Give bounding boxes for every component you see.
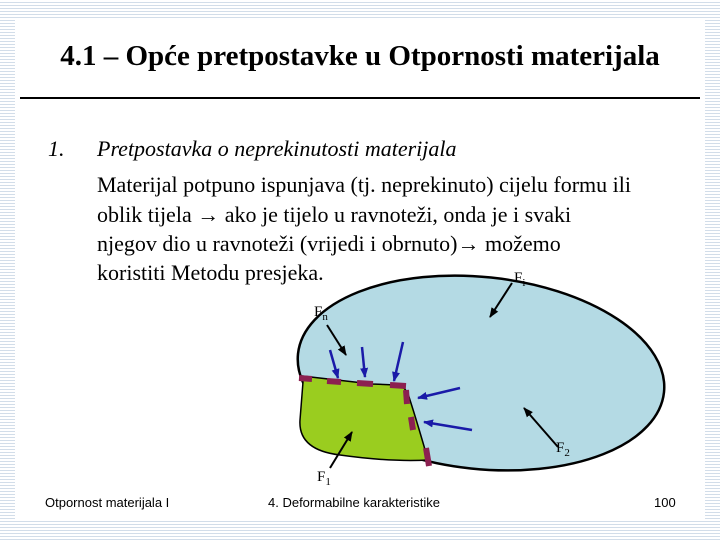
footer-chapter-name: 4. Deformabilne karakteristike xyxy=(268,495,440,510)
cut-marker xyxy=(390,385,406,386)
body-text-line-3: njegov dio u ravnoteži (vrijedi i obrnuto)→ možemo xyxy=(97,231,561,256)
force-label-fi: $F_i$ xyxy=(514,270,526,289)
slide-title: 4.1 – Opće pretpostavke u Otpornosti materijala xyxy=(60,40,660,72)
cut-marker xyxy=(357,383,373,384)
force-label-f2: $F_2$ xyxy=(556,440,570,459)
cut-marker xyxy=(406,390,407,404)
body-text-line-4: koristiti Metodu presjeka. xyxy=(97,260,324,285)
list-item-heading: Pretpostavka o neprekinutosti materijala xyxy=(97,136,457,161)
force-label-fn: $F_n$ xyxy=(314,304,328,323)
cut-marker xyxy=(327,381,341,382)
footer-course-name: Otpornost materijala I xyxy=(45,495,170,510)
force-label-f1: $F_1$ xyxy=(317,469,331,488)
list-item-number: 1. xyxy=(48,136,65,161)
cut-marker xyxy=(299,378,312,379)
body-text-line-1: Materijal potpuno ispunjava (tj. neprekinuto) cijelu formu ili xyxy=(97,172,631,197)
footer-page-number: 100 xyxy=(654,495,676,510)
cut-marker xyxy=(426,448,429,466)
body-text-line-2: oblik tijela → ako je tijelo u ravnoteži, onda je i svaki xyxy=(97,202,572,227)
cut-marker xyxy=(411,417,413,430)
